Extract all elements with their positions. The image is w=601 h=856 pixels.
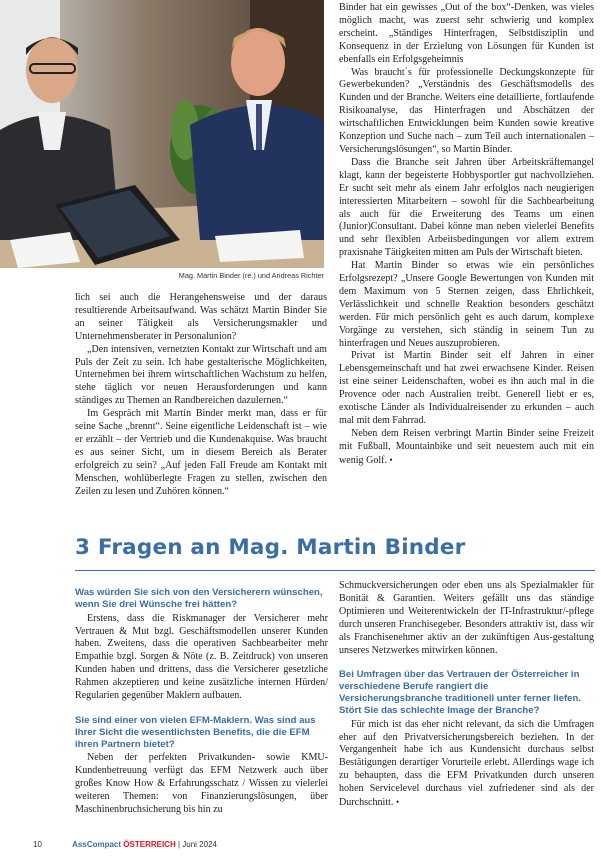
end-mark: •	[395, 797, 400, 808]
paragraph: „Den intensiven, vernetzten Kontakt zur Wirtschaft und am Puls der Zeit zu sein. Ich habe gestalterische Möglichkeiten, Unternehmen bei ihrem wirtschaftlichen Wachstum zu helfen, stehe täglich vor neuen Herausforderungen und kann ständiges zu Themen an Randbereichen dazulernen.“	[75, 343, 327, 407]
paragraph: Binder hat ein gewisses „Out of the box“-Denken, was vieles möglich macht, was zuerst sehr schwierig und komplex erscheint. „Ständiges Hinterfragen, Selbstdisziplin und Konsequenz in der Erzielung von Lösungen für Kunden ist ebenfalls ein Erfolgsgeheimnis	[339, 2, 594, 65]
answer-1: Erstens, dass die Riskmanager der Versicherer mehr Vertrauen & Mut bzgl. Geschäftsmodellen unserer Kunden haben. Zweitens, dass die operativen Sachbearbeiter mehr Empathie bzgl. Sorgen & Nöte (z. B. Zeitdruck) von unseren Kunden haben und drittens, dass die Versicherer gesetzliche Rahmen akzeptieren und keine zusätzliche internen Hürden/ Regularien gegenüber Maklern aufbauen.	[75, 612, 328, 702]
paragraph: Im Gespräch mit Martin Binder merkt man, dass er für seine Sache „brennt“. Seine eigentliche Leidenschaft ist – wie er erzählt – der Vertrieb und die Kundenakquise. Was braucht es aus seiner Sicht, um in diesem Bereich als Berater erfolgreich zu sein? „Auf jeden Fall Freude am Kontakt mit Menschen, wohlüberlegte Fragen zu stellen, zwischen den Zeilen zu lesen und Zuhören können.“	[75, 408, 327, 497]
interview-column-left	[75, 587, 328, 817]
divider	[75, 570, 595, 571]
answer-3	[339, 719, 594, 810]
interview-column-right	[339, 580, 594, 810]
answer-2: Neben der perfekten Privatkunden- sowie KMU-Kundenbetreuung verfügt das EFM Netzwerk auch über großes Know How & Erfahrungsschatz / Wissen zu vielerlei weiteren Themen: von Finanzierungslösungen, über Maschinenbruchsicherung bis hin zu	[75, 752, 328, 815]
paragraph: Was braucht´s für professionelle Deckungskonzepte für Gewerbekunden? „Verständnis des Geschäftsmodells des Kunden und der Branche. Weiters eine detaillierte, fortlaufende Risikoanalyse, das Hinterfragen und Abschätzen der wirtschaftlichen Entwicklungen beim Kunden sowie kreative Konzeption und Suche nach – zum Teil auch internationalen – Versicherungslösungen“, so Martin Binder.	[339, 66, 594, 155]
photo-caption: Mag. Martin Binder (re.) und Andreas Richter	[178, 271, 324, 280]
paragraph: Privat ist Martin Binder seit elf Jahren in einer Lebensgemeinschaft und hat zwei erwachsene Kinder. Reisen ist eine seiner Leidenschaften, wobei es ihn auch mal in die Provence oder nach Australien treibt. Generell liebt er es, exotische Länder als Individualreisender zu erkunden – auch mal mit dem Fahrrad.	[339, 350, 594, 426]
article-column-left	[75, 292, 327, 499]
paragraph	[339, 428, 594, 468]
question-1: Was würden Sie sich von den Versicherern wünschen, wenn Sie drei Wünsche frei hätten?	[75, 587, 323, 610]
paragraph: lich sei auch die Herangehensweise und der daraus resultierende Arbeitsaufwand. Was schätzt Martin Binder Sie an seiner Tätigkeit als Versicherungsmakler und Unternehmensberater in Personalunion?	[75, 292, 327, 342]
paragraph: Hat Martin Binder so etwas wie ein persönliches Erfolgsrezept? „Unsere Google Bewertungen von Kunden mit dem Maximum von 5 Sternen zeigen, dass Ehrlichkeit, Verlässlichkeit und schnelle Reaktion besonders geschätzt werden. Für mich persönlich geht es auch darum, komplexe Vorgänge zu verstehen, sich ständig in seinem Tun zu hinterfragen und Neues auszuprobieren.	[339, 260, 594, 349]
end-mark: •	[389, 454, 393, 465]
publication-edition: ÖSTERREICH	[123, 840, 176, 849]
paragraph: Dass die Branche seit Jahren über Arbeitskräftemangel klagt, kann der begeisterte Hobbysportler gut nachvollziehen. Er sucht seit mehr als einem Jahr erfolglos nach neugierigen interessierten Mitarbeitern – sowohl für die Sachbearbeitung als auch für die Erweiterung des Teams um einen (Junior)Consultant. Dabei könne man neben vielerlei Benefits und sehr flexiblen Arbeitsbedingungen vor allem extrem praxisnahe Tätigkeiten mitten am Puls der Wirtschaft bieten.	[339, 156, 594, 259]
article-photo	[0, 0, 324, 268]
answer-2-continued: Schmuckversicherungen oder eben uns als Spezialmakler für Bonität & Garantien. Weiters gefällt uns das ständige Optimieren und Weiterentwickeln der IT-Infrastruktur/-pflege durch unseren Franchisegeber. Besonders attraktiv ist, dass wir als Franchisenehmer aktiv an der zukünftigen Aus-gestaltung unseres Netzwerkes mitwirken können.	[339, 580, 594, 656]
paragraph-text: Neben dem Reisen verbringt Martin Binder seine Freizeit mit Fußball, Mountainbike und seit neuestem auch mit ein wenig Golf.	[339, 427, 594, 466]
answer-3-text: Für mich ist das eher nicht relevant, da sich die Umfragen eher auf den Privatversicherungsbereich beziehen. In der Vergangenheit habe ich aus Kundensicht durchaus selbst Bestätigungen derartiger Vorurteile erlebt. Allerdings wage ich zu behaupten, dass die EFM Privatkunden durch unseren hohen Servicelevel durchaus viel zufriedener sind als der Durchschnitt.	[339, 718, 594, 809]
issue-date: | Juni 2024	[177, 840, 217, 849]
page-number: 10	[33, 840, 42, 849]
question-3: Bei Umfragen über das Vertrauen der Österreicher in verschiedene Berufe rangiert die Versicherungsbranche traditionell unter ferner liefen. Stört Sie das schlechte Image der Branche?	[339, 669, 582, 716]
question-2: Sie sind einer von vielen EFM-Maklern. Was sind aus Ihrer Sicht die wesentlichsten Benefits, die die EFM ihren Partnern bietet?	[75, 714, 316, 750]
article-column-right	[339, 2, 594, 468]
page-footer	[33, 840, 333, 849]
publication-name: AssCompact	[72, 840, 122, 849]
interview-headline: 3 Fragen an Mag. Martin Binder	[75, 535, 466, 560]
